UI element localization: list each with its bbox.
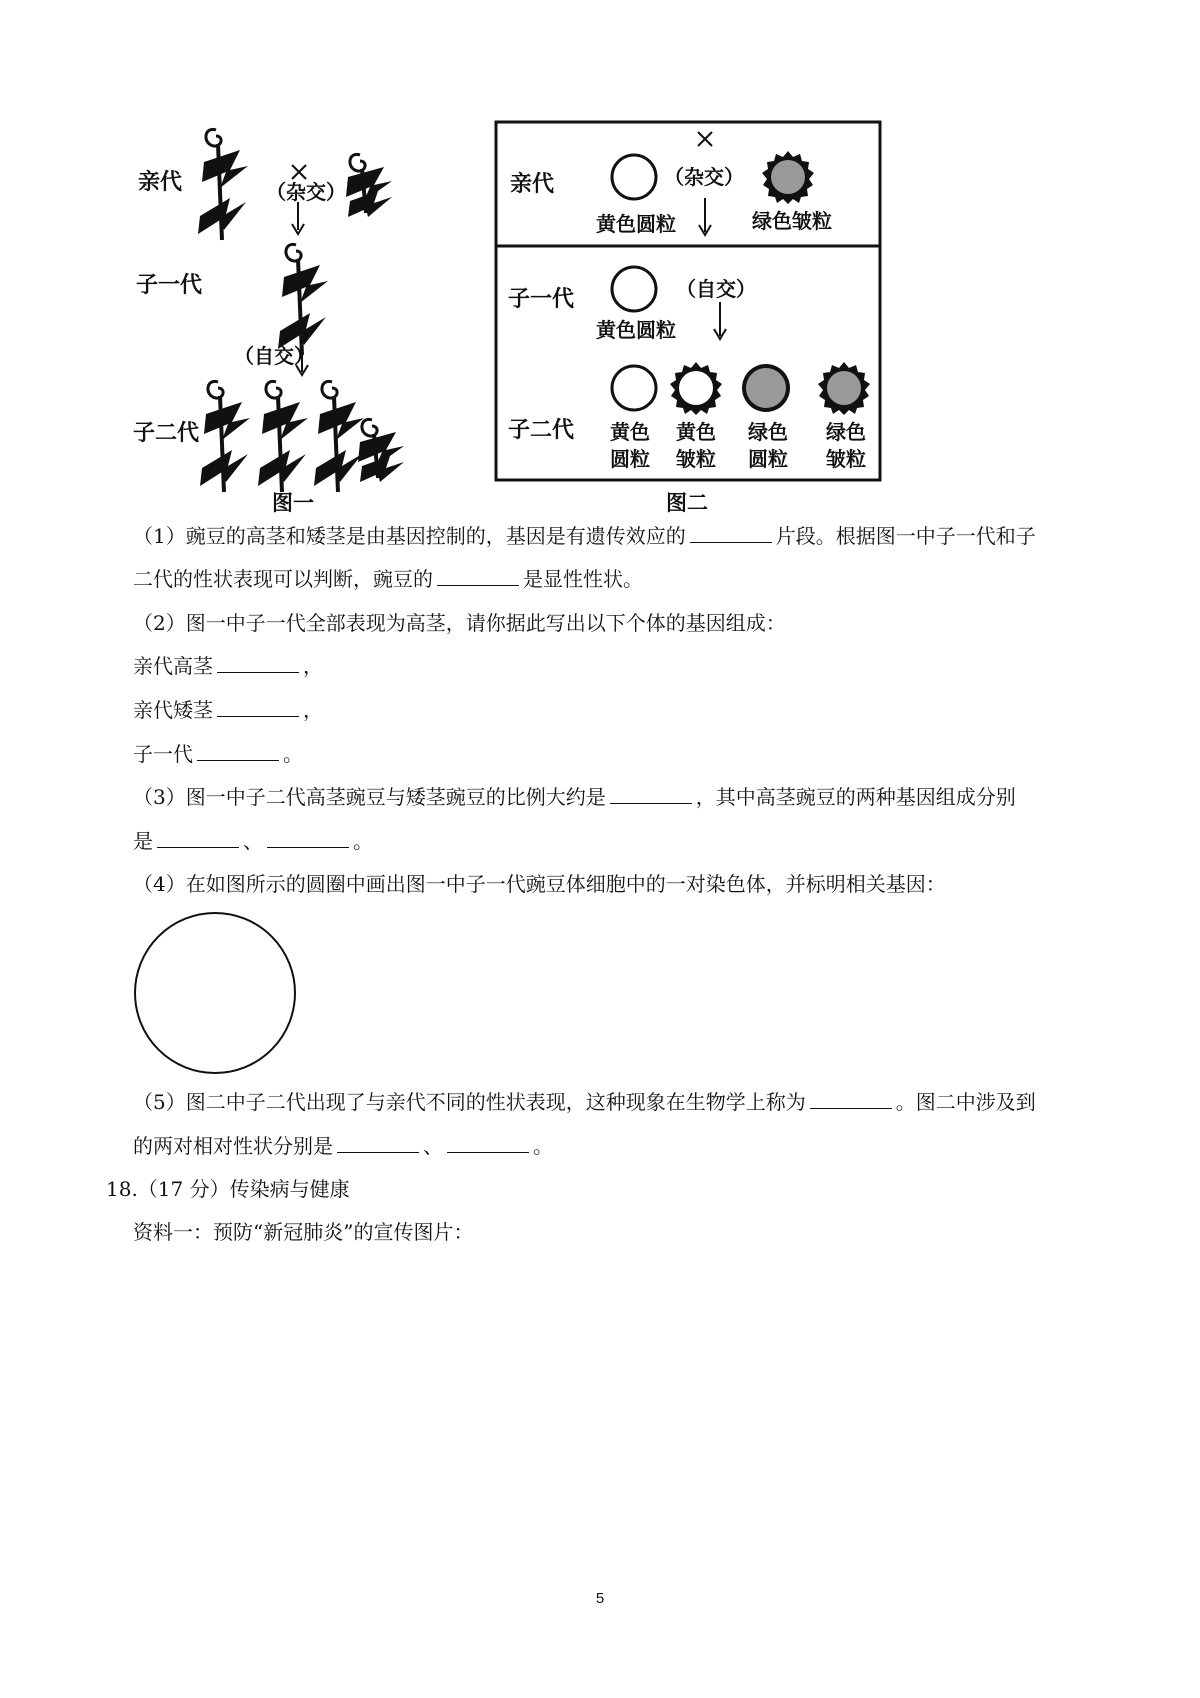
q2-intro: （2）图一中子一代全部表现为高茎，请你据此写出以下个体的基因组成： — [133, 611, 786, 635]
q5-line2 — [133, 1132, 553, 1160]
fig2-f2-seed-1-line1: 黄色 — [610, 420, 650, 444]
fig1-label-f2: 子二代 — [133, 420, 200, 446]
q1-text-d: 是显性性状。 — [523, 567, 643, 591]
answer-blank-q5-variation[interactable] — [810, 1090, 892, 1109]
answer-blank-q3-genotype-1[interactable] — [157, 829, 239, 848]
fig2-label-f2: 子二代 — [508, 417, 575, 443]
q3-line1 — [133, 783, 1016, 811]
q1-line2 — [133, 565, 643, 593]
q1-line1 — [133, 522, 1036, 550]
q2-line-f1 — [133, 740, 303, 768]
q3-sep: 、 — [243, 829, 263, 853]
answer-blank-q3-genotype-2[interactable] — [267, 829, 349, 848]
q2-tall-label: 亲代高茎 — [133, 654, 213, 678]
answer-blank-q2-short[interactable] — [217, 698, 299, 717]
fig2-self-label: （自交） — [676, 277, 756, 301]
q5-period: 。 — [533, 1134, 553, 1158]
fig2-parent-right-label: 绿色皱粒 — [752, 209, 832, 233]
fig2-f2-seed-3-line2: 圆粒 — [748, 447, 788, 471]
q1-text-a: （1）豌豆的高茎和矮茎是由基因控制的，基因是有遗传效应的 — [133, 524, 686, 548]
q5-sep: 、 — [423, 1134, 443, 1158]
fig1-label-f1: 子一代 — [136, 272, 203, 298]
q4-drawing-circle[interactable] — [132, 910, 300, 1078]
answer-blank-q2-tall[interactable] — [217, 654, 299, 673]
fig2-label-f1: 子一代 — [508, 286, 575, 312]
q3-text-c: 是 — [133, 829, 153, 853]
answer-blank-q3-ratio[interactable] — [610, 785, 692, 804]
q5-text-b: 。图二中涉及到 — [895, 1090, 1036, 1114]
fig1-caption: 图一 — [272, 490, 314, 515]
fig2-f2-seed-1-line2: 圆粒 — [610, 447, 650, 471]
q2-short-label: 亲代矮茎 — [133, 698, 213, 722]
q1-text-b: 片段。根据图一中子一代和子 — [775, 524, 1036, 548]
q2-short-comma: ， — [303, 698, 323, 722]
answer-blank-q1-dominant[interactable] — [437, 567, 519, 586]
fig2-f2-seed-4-line1: 绿色 — [826, 420, 866, 444]
q3-period: 。 — [353, 829, 373, 853]
q2-f1-label: 子一代 — [133, 742, 193, 766]
fig2-caption: 图二 — [666, 490, 708, 515]
fig2-label-parent: 亲代 — [510, 171, 555, 197]
answer-blank-q1-dna[interactable] — [690, 524, 772, 543]
fig1-self-label: （自交） — [234, 344, 314, 368]
material-1-text: 资料一：预防“新冠肺炎”的宣传图片： — [133, 1220, 474, 1244]
q5-line1 — [133, 1088, 1036, 1116]
q5-text-c: 的两对相对性状分别是 — [133, 1134, 333, 1158]
q5-text-a: （5）图二中子二代出现了与亲代不同的性状表现，这种现象在生物学上称为 — [133, 1090, 806, 1114]
fig1-label-parent: 亲代 — [138, 169, 183, 195]
question-18-heading: 18.（17 分）传染病与健康 — [106, 1177, 350, 1201]
q2-tall-comma: ， — [303, 654, 323, 678]
fig2-f1-seed-label: 黄色圆粒 — [596, 318, 676, 342]
answer-blank-q5-trait-2[interactable] — [447, 1134, 529, 1153]
fig2-f2-seed-2-line2: 皱粒 — [676, 447, 716, 471]
q4-text: （4）在如图所示的圆圈中画出图一中子一代豌豆体细胞中的一对染色体，并标明相关基因： — [133, 872, 946, 896]
fig2-cross-label: （杂交） — [664, 165, 744, 189]
q3-text-b: ，其中高茎豌豆的两种基因组成分别 — [695, 785, 1016, 809]
q2-line-short — [133, 696, 323, 724]
q3-line2 — [133, 827, 373, 855]
fig2-f2-seed-4-line2: 皱粒 — [826, 447, 866, 471]
q3-text-a: （3）图一中子二代高茎豌豆与矮茎豌豆的比例大约是 — [133, 785, 606, 809]
fig2-f2-seed-3-line1: 绿色 — [748, 420, 788, 444]
q2-f1-period: 。 — [283, 742, 303, 766]
q1-text-c: 二代的性状表现可以判断，豌豆的 — [133, 567, 433, 591]
fig1-cross-label: （杂交） — [266, 180, 346, 204]
fig2-parent-left-label: 黄色圆粒 — [596, 212, 676, 236]
answer-blank-q2-f1[interactable] — [197, 742, 279, 761]
q2-line-tall — [133, 652, 323, 680]
page-number: 5 — [595, 1590, 605, 1607]
answer-blank-q5-trait-1[interactable] — [337, 1134, 419, 1153]
fig2-f2-seed-2-line1: 黄色 — [676, 420, 716, 444]
